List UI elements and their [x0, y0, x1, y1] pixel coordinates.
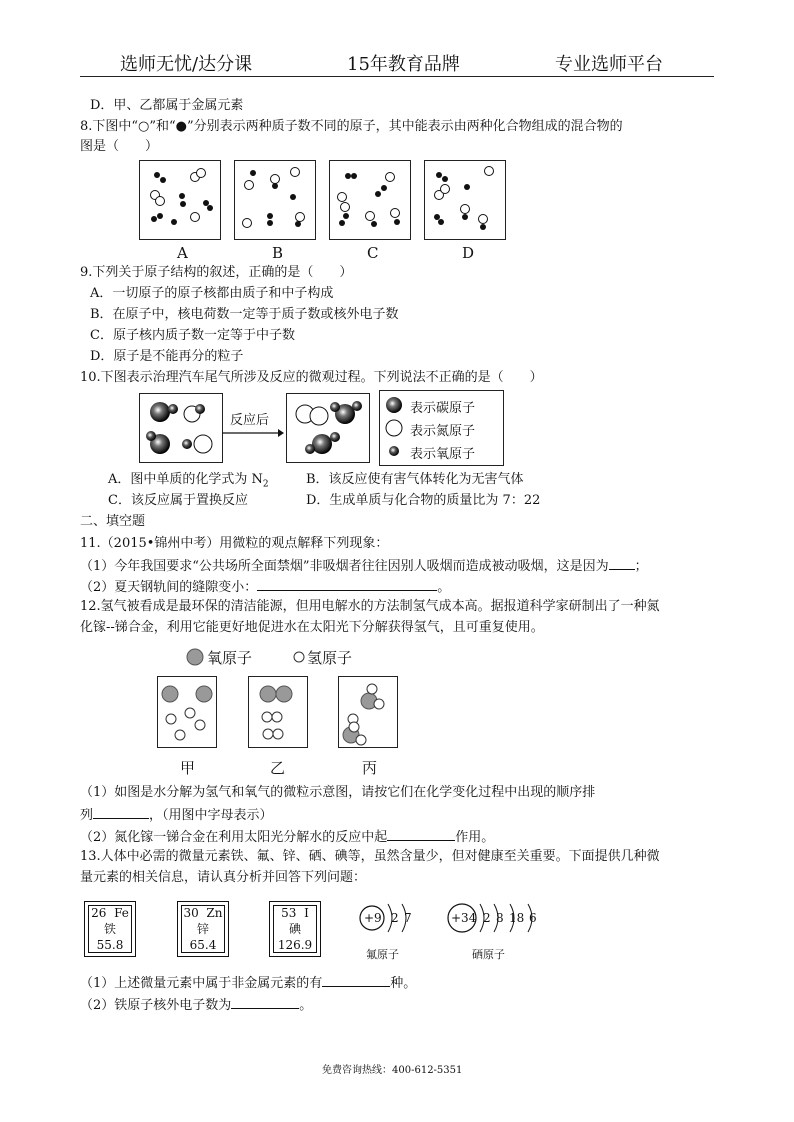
q8-stem-line1: 8.下图中“○”和“●”分别表示两种质子数不同的原子，其中能表示由两种化合物组成的混合物的: [80, 119, 623, 134]
q12-diagram-bing: [338, 676, 398, 748]
q12-blank2[interactable]: [387, 827, 455, 841]
q11-part1: [80, 556, 648, 576]
q10-legend-symbols: [384, 391, 404, 465]
q12-part2: [80, 827, 494, 847]
q8-diagram-d-svg: [425, 161, 505, 239]
q13-element-fe-top: [85, 902, 135, 921]
q13-selenium-shell4: 6: [529, 911, 537, 925]
q13-selenium-shell3: 18: [509, 911, 525, 925]
q13-blank1[interactable]: [322, 973, 390, 987]
q13-i-name: 碘: [288, 922, 301, 936]
q13-part2-a: （2）铁原子核外电子数为: [80, 998, 232, 1013]
q12-legend-oxygen: 氧原子: [207, 649, 253, 667]
q9-stem: 9.下列关于原子结构的叙述，正确的是（ ）: [80, 265, 353, 280]
header-left: 选师无忧/达分课: [120, 54, 253, 75]
q13-selenium-shell1: 2: [483, 911, 491, 925]
q12-label-yi: 乙: [270, 759, 286, 777]
q12-stem-line2: 化镓--锑合金，利用它能更好地促进水在太阳光下分解获得氢气，且可重复使用。: [80, 620, 544, 635]
q13-zn-name: 锌: [196, 922, 209, 936]
q13-selenium-shell2: 8: [496, 911, 504, 925]
q13-fe-symbol: Fe: [114, 906, 129, 920]
q10-after-box: [286, 393, 370, 463]
q10-stem: 10.下图表示治理汽车尾气所涉及反应的微观过程。下列说法不正确的是（ ）: [80, 370, 543, 385]
q13-element-zn-top: [178, 902, 228, 921]
q13-i-symbol: I: [304, 906, 309, 920]
q13-zn-number: 30: [183, 906, 199, 920]
q13-fluorine-label: 氟原子: [366, 948, 399, 961]
q13-part1: [80, 973, 416, 993]
q10-option-c: C．该反应属于置换反应: [108, 493, 248, 508]
q12-part1-line2-b: ，（用图中字母表示）: [149, 808, 273, 823]
q13-stem-line1: 13.人体中必需的微量元素铁、氟、锌、硒、碘等，虽然含量少，但对健康至关重要。下面提供几种微: [80, 849, 660, 864]
q8-label-b: B: [272, 244, 284, 262]
q10-option-a-sub: 2: [262, 479, 269, 490]
q13-fe-mass: 55.8: [96, 938, 124, 952]
q13-fe-number: 26: [91, 906, 107, 920]
q10-before-svg: [140, 394, 222, 462]
header-center: 15年教育品牌: [347, 54, 460, 75]
q12-part2-a: （2）氮化镓一锑合金在利用太阳光分解水的反应中起: [80, 830, 388, 845]
q13-element-i: [269, 901, 321, 957]
q8-label-c: C: [367, 244, 379, 262]
q10-legend-oxygen: 表示氧原子: [410, 447, 476, 462]
q12-stem-line1: 12.氢气被看成是最环保的清洁能源，但用电解水的方法制氢气成本高。据报道科学家研制出了一种氮: [80, 599, 660, 614]
q13-selenium-nucleus: +34: [451, 911, 477, 925]
q12-diagram-jia-svg: [158, 677, 216, 747]
q11-part2-text: （2）夏天钢轨间的缝隙变小：: [80, 580, 258, 595]
q10-after-svg: [287, 394, 369, 462]
q13-stem-line2: 量元素的相关信息，请认真分析并回答下列问题：: [80, 870, 367, 885]
q8-diagram-a: [139, 160, 221, 240]
q10-arrow-label: 反应后: [230, 413, 270, 428]
section2-title: 二、填空题: [80, 514, 146, 529]
q13-fe-name: 铁: [103, 922, 116, 936]
q8-diagram-b-svg: [235, 161, 315, 239]
q12-label-jia: 甲: [180, 759, 196, 777]
q11-part1-end: ；: [634, 559, 648, 574]
q12-part1-line2: [80, 805, 273, 825]
q10-before-box: [139, 393, 223, 463]
q12-blank1[interactable]: [93, 805, 149, 819]
q11-part2: [80, 577, 450, 597]
q13-selenium-label: 硒原子: [472, 948, 505, 961]
q12-diagram-yi: [248, 676, 308, 748]
q11-stem: 11.（2015•锦州中考）用微粒的观点解释下列现象：: [80, 536, 389, 551]
q13-blank2[interactable]: [231, 995, 299, 1009]
q8-diagram-b: [234, 160, 316, 240]
q11-blank1[interactable]: [609, 556, 635, 570]
q10-option-d: D．生成单质与化合物的质量比为 7：22: [306, 493, 541, 508]
q13-i-number: 53: [281, 906, 297, 920]
q13-part1-b: 种。: [390, 976, 417, 991]
q9-option-b: B．在原子中，核电荷数一定等于质子数或核外电子数: [90, 307, 399, 322]
q12-part1-line2-a: 列: [80, 808, 94, 823]
q8-label-a: A: [177, 244, 188, 262]
q12-label-bing: 丙: [362, 759, 378, 777]
q12-hydrogen-symbol: [292, 650, 306, 664]
q13-element-zn: [177, 901, 229, 957]
q13-part2: [80, 995, 312, 1015]
q9-option-a: A．一切原子的原子核都由质子和中子构成: [90, 286, 334, 301]
q8-diagram-d: [424, 160, 506, 240]
footer-hotline: 免费咨询热线：400-612-5351: [322, 1065, 463, 1076]
q13-fluorine-nucleus: +9: [364, 911, 382, 925]
q12-diagram-yi-svg: [249, 677, 307, 747]
q7-option-d: D．甲、乙都属于金属元素: [90, 98, 244, 113]
q10-option-a: [108, 471, 269, 494]
q13-element-fe: [84, 901, 136, 957]
q8-diagram-c: [329, 160, 411, 240]
q13-part1-a: （1）上述微量元素中属于非金属元素的有: [80, 976, 323, 991]
q13-i-mass: 126.9: [277, 938, 313, 952]
q10-option-b: B．该反应使有害气体转化为无害气体: [306, 472, 524, 487]
q13-element-i-top: [270, 902, 320, 921]
q12-part1-line1: （1）如图是水分解为氢气和氧气的微粒示意图，请按它们在化学变化过程中出现的顺序排: [80, 785, 596, 800]
q8-label-d: D: [462, 244, 475, 262]
q13-part2-b: 。: [299, 998, 313, 1013]
q11-part2-end: 。: [437, 580, 451, 595]
q9-option-d: D．原子是不能再分的粒子: [90, 349, 244, 364]
q12-diagram-bing-svg: [339, 677, 397, 747]
q10-legend-carbon: 表示碳原子: [410, 401, 476, 416]
q8-diagram-c-svg: [330, 161, 410, 239]
q9-option-c: C．原子核内质子数一定等于中子数: [90, 328, 295, 343]
q12-diagram-jia: [157, 676, 217, 748]
q13-zn-symbol: Zn: [206, 906, 223, 920]
q13-zn-mass: 65.4: [189, 938, 217, 952]
q8-stem-line2: 图是（ ）: [80, 139, 159, 154]
q10-legend-box: [379, 390, 504, 466]
q12-legend-hydrogen: 氢原子: [307, 649, 353, 667]
q13-fluorine-shell1: 2: [391, 911, 399, 925]
q11-blank2[interactable]: [257, 577, 437, 591]
q8-diagram-a-svg: [140, 161, 220, 239]
header-divider: [80, 76, 714, 77]
q12-oxygen-symbol: [185, 647, 205, 667]
q13-fluorine-shell2: 7: [404, 911, 412, 925]
q12-part2-b: 作用。: [455, 830, 495, 845]
q11-part1-text: （1）今年我国要求“公共场所全面禁烟”非吸烟者往往因别人吸烟而造成被动吸烟，这是因为: [80, 559, 609, 574]
q10-legend-nitrogen: 表示氮原子: [410, 424, 476, 439]
q10-option-a-text: A．图中单质的化学式为 N: [108, 472, 263, 487]
header-right: 专业选师平台: [555, 54, 663, 75]
